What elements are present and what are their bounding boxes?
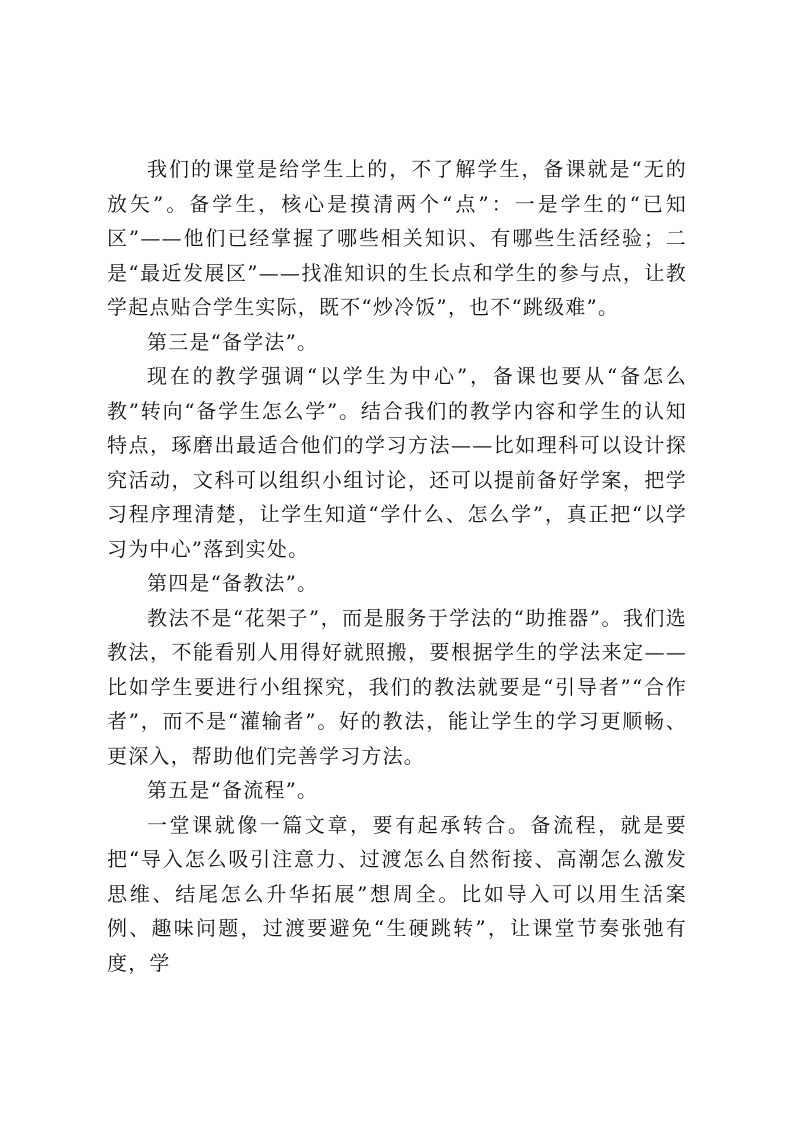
heading-prepare-learning-methods: 第三是“备学法”。: [147, 329, 319, 354]
heading-prepare-process: 第五是“备流程”。: [147, 778, 319, 802]
paragraph-learning-methods: 现在的教学强调“以学生为中心”，备课也要从“备怎么教”转向“备学生怎么学”。结合我们的教学内容和学生的认知特点，琢磨出最适合他们的学习方法——比如理科可以设计探究活动，文科可以组织小组讨论，还可以提前备好学案，把学习程序理清楚，让学生知道“学什么、怎么学”，真正把“以学习为中心”落到实处。: [107, 364, 687, 561]
paragraph-teaching-methods: 教法不是“花架子”，而是服务于学法的“助推器”。我们选教法，不能看别人用得好就照搬，要根据学生的学法来定——比如学生要进行小组探究，我们的教法就要是“引导者”“合作者”，而不是“灌输者”。好的教法，能让学生的学习更顺畅、更深入，帮助他们完善学习方法。: [107, 605, 687, 768]
paragraph-process: 一堂课就像一篇文章，要有起承转合。备流程，就是要把“导入怎么吸引注意力、过渡怎么自然衔接、高潮怎么激发思维、结尾怎么升华拓展”想周全。比如导入可以用生活案例、趣味问题，过渡要避免“生硬跳转”，让课堂节奏张弛有度，学: [107, 812, 687, 975]
document-body: [107, 152, 687, 980]
paragraph-know-students: 我们的课堂是给学生上的，不了解学生，备课就是“无的放矢”。备学生，核心是摸清两个“点”：一是学生的“已知区”——他们已经掌握了哪些相关知识、有哪些生活经验；二是“最近发展区”——找准知识的生长点和学生的参与点，让教学起点贴合学生实际，既不“炒冷饭”，也不“跳级难”。: [107, 157, 687, 319]
heading-prepare-teaching-methods: 第四是“备教法”。: [147, 571, 319, 595]
